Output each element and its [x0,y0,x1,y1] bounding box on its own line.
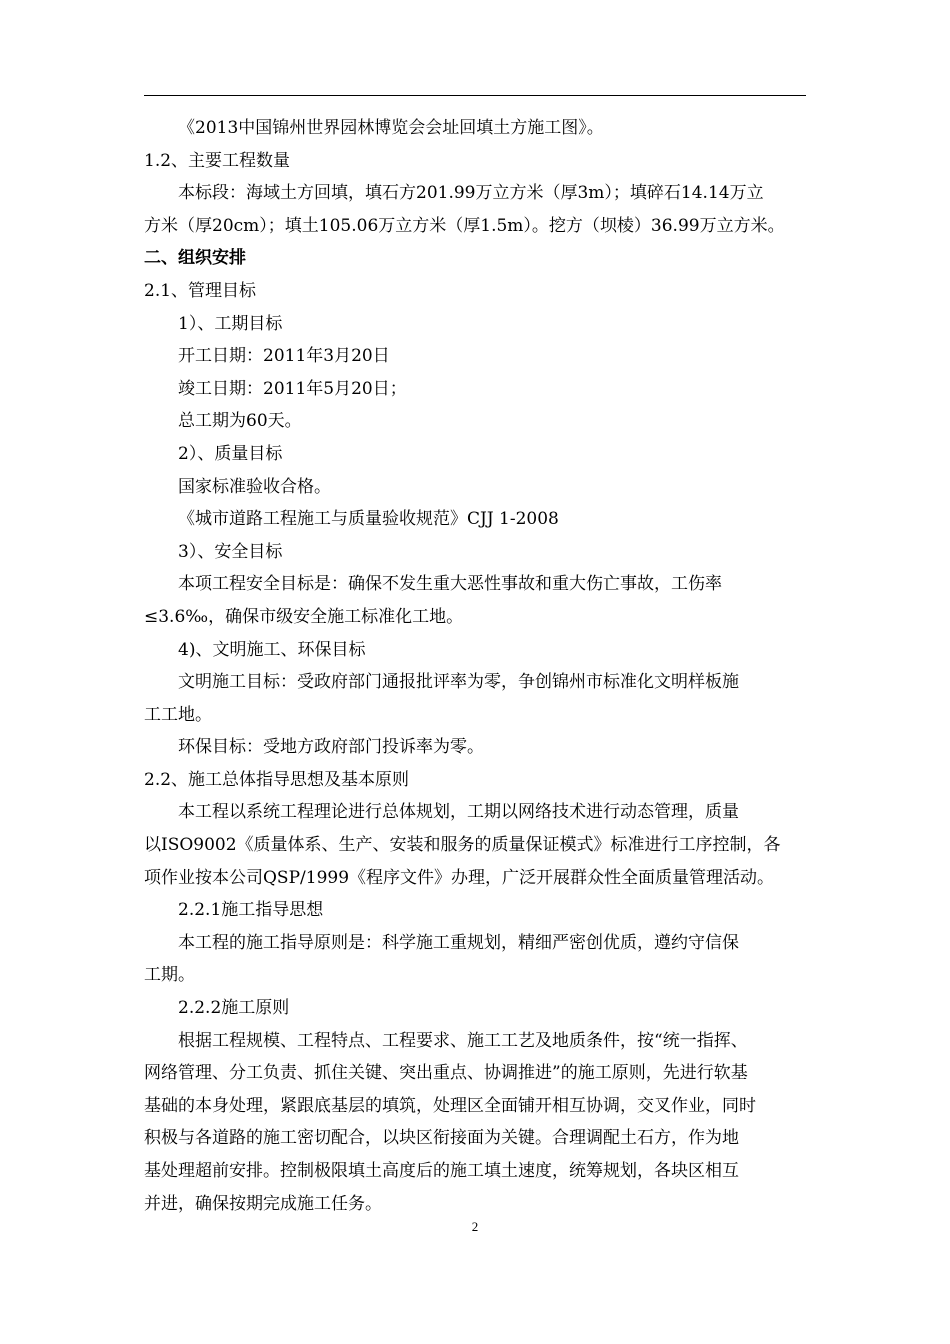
text-line: 项作业按本公司QSP/1999《程序文件》办理，广泛开展群众性全面质量管理活动。 [144,867,775,888]
text-line: 以ISO9002《质量体系、生产、安装和服务的质量保证模式》标准进行工序控制，各 [144,835,781,856]
text-line: 本工程以系统工程理论进行总体规划，工期以网络技术进行动态管理，质量 [178,802,739,823]
text-line: 2.2、施工总体指导思想及基本原则 [144,769,410,790]
text-line: 本项工程安全目标是：确保不发生重大恶性事故和重大伤亡事故，工伤率 [178,574,722,595]
text-line: 1.2、主要工程数量 [144,150,291,171]
text-line: 积极与各道路的施工密切配合，以块区衔接面为关键。合理调配土石方，作为地 [144,1128,739,1149]
text-line: 本标段：海域土方回填，填石方201.99万立方米（厚3m）；填碎石14.14万立 [178,183,764,204]
text-line: 2.1、管理目标 [144,280,257,301]
text-line: 工工地。 [144,704,212,725]
text-line: 4)、文明施工、环保目标 [178,639,366,660]
document-body [144,112,808,1220]
text-line: 《城市道路工程施工与质量验收规范》CJJ 1-2008 [178,509,559,530]
text-line: 《2013中国锦州世界园林博览会会址回填土方施工图》。 [178,118,604,138]
text-line: 环保目标：受地方政府部门投诉率为零。 [178,737,484,758]
text-line: 2）、质量目标 [178,443,283,464]
text-line: 1）、工期目标 [178,313,283,334]
text-line: 开工日期：2011年3月20日 [178,346,390,367]
text-line: 网络管理、分工负责、抓住关键、突出重点、协调推进”的施工原则，先进行软基 [144,1063,748,1084]
header-rule [144,95,806,96]
text-line: ≤3.6‰，确保市级安全施工标准化工地。 [144,606,464,627]
text-line: 2.2.2施工原则 [178,998,290,1019]
text-line: 并进，确保按期完成施工任务。 [144,1193,382,1214]
text-line: 本工程的施工指导原则是：科学施工重规划，精细严密创优质，遵约守信保 [178,932,739,953]
text-line: 方米（厚20cm）；填土105.06万立方米（厚1.5m）。挖方（坝棱）36.99万立方米。 [144,215,785,236]
text-line: 3）、安全目标 [178,541,283,562]
text-line: 总工期为60天。 [178,411,302,432]
text-line: 基础的本身处理，紧跟底基层的填筑，处理区全面铺开相互协调，交叉作业，同时 [144,1095,756,1116]
text-line: 根据工程规模、工程特点、工程要求、施工工艺及地质条件，按“统一指挥、 [178,1030,748,1051]
text-line: 竣工日期：2011年5月20日； [178,378,407,399]
text-line: 基处理超前安排。控制极限填土高度后的施工填土速度，统筹规划，各块区相互 [144,1161,739,1181]
text-line: 2.2.1施工指导思想 [178,900,324,921]
text-line: 文明施工目标：受政府部门通报批评率为零，争创锦州市标准化文明样板施 [178,672,739,693]
section-heading: 二、组织安排 [144,248,246,269]
text-line: 工期。 [144,965,195,986]
text-line: 国家标准验收合格。 [178,476,331,497]
page-number: 2 [471,1219,479,1234]
